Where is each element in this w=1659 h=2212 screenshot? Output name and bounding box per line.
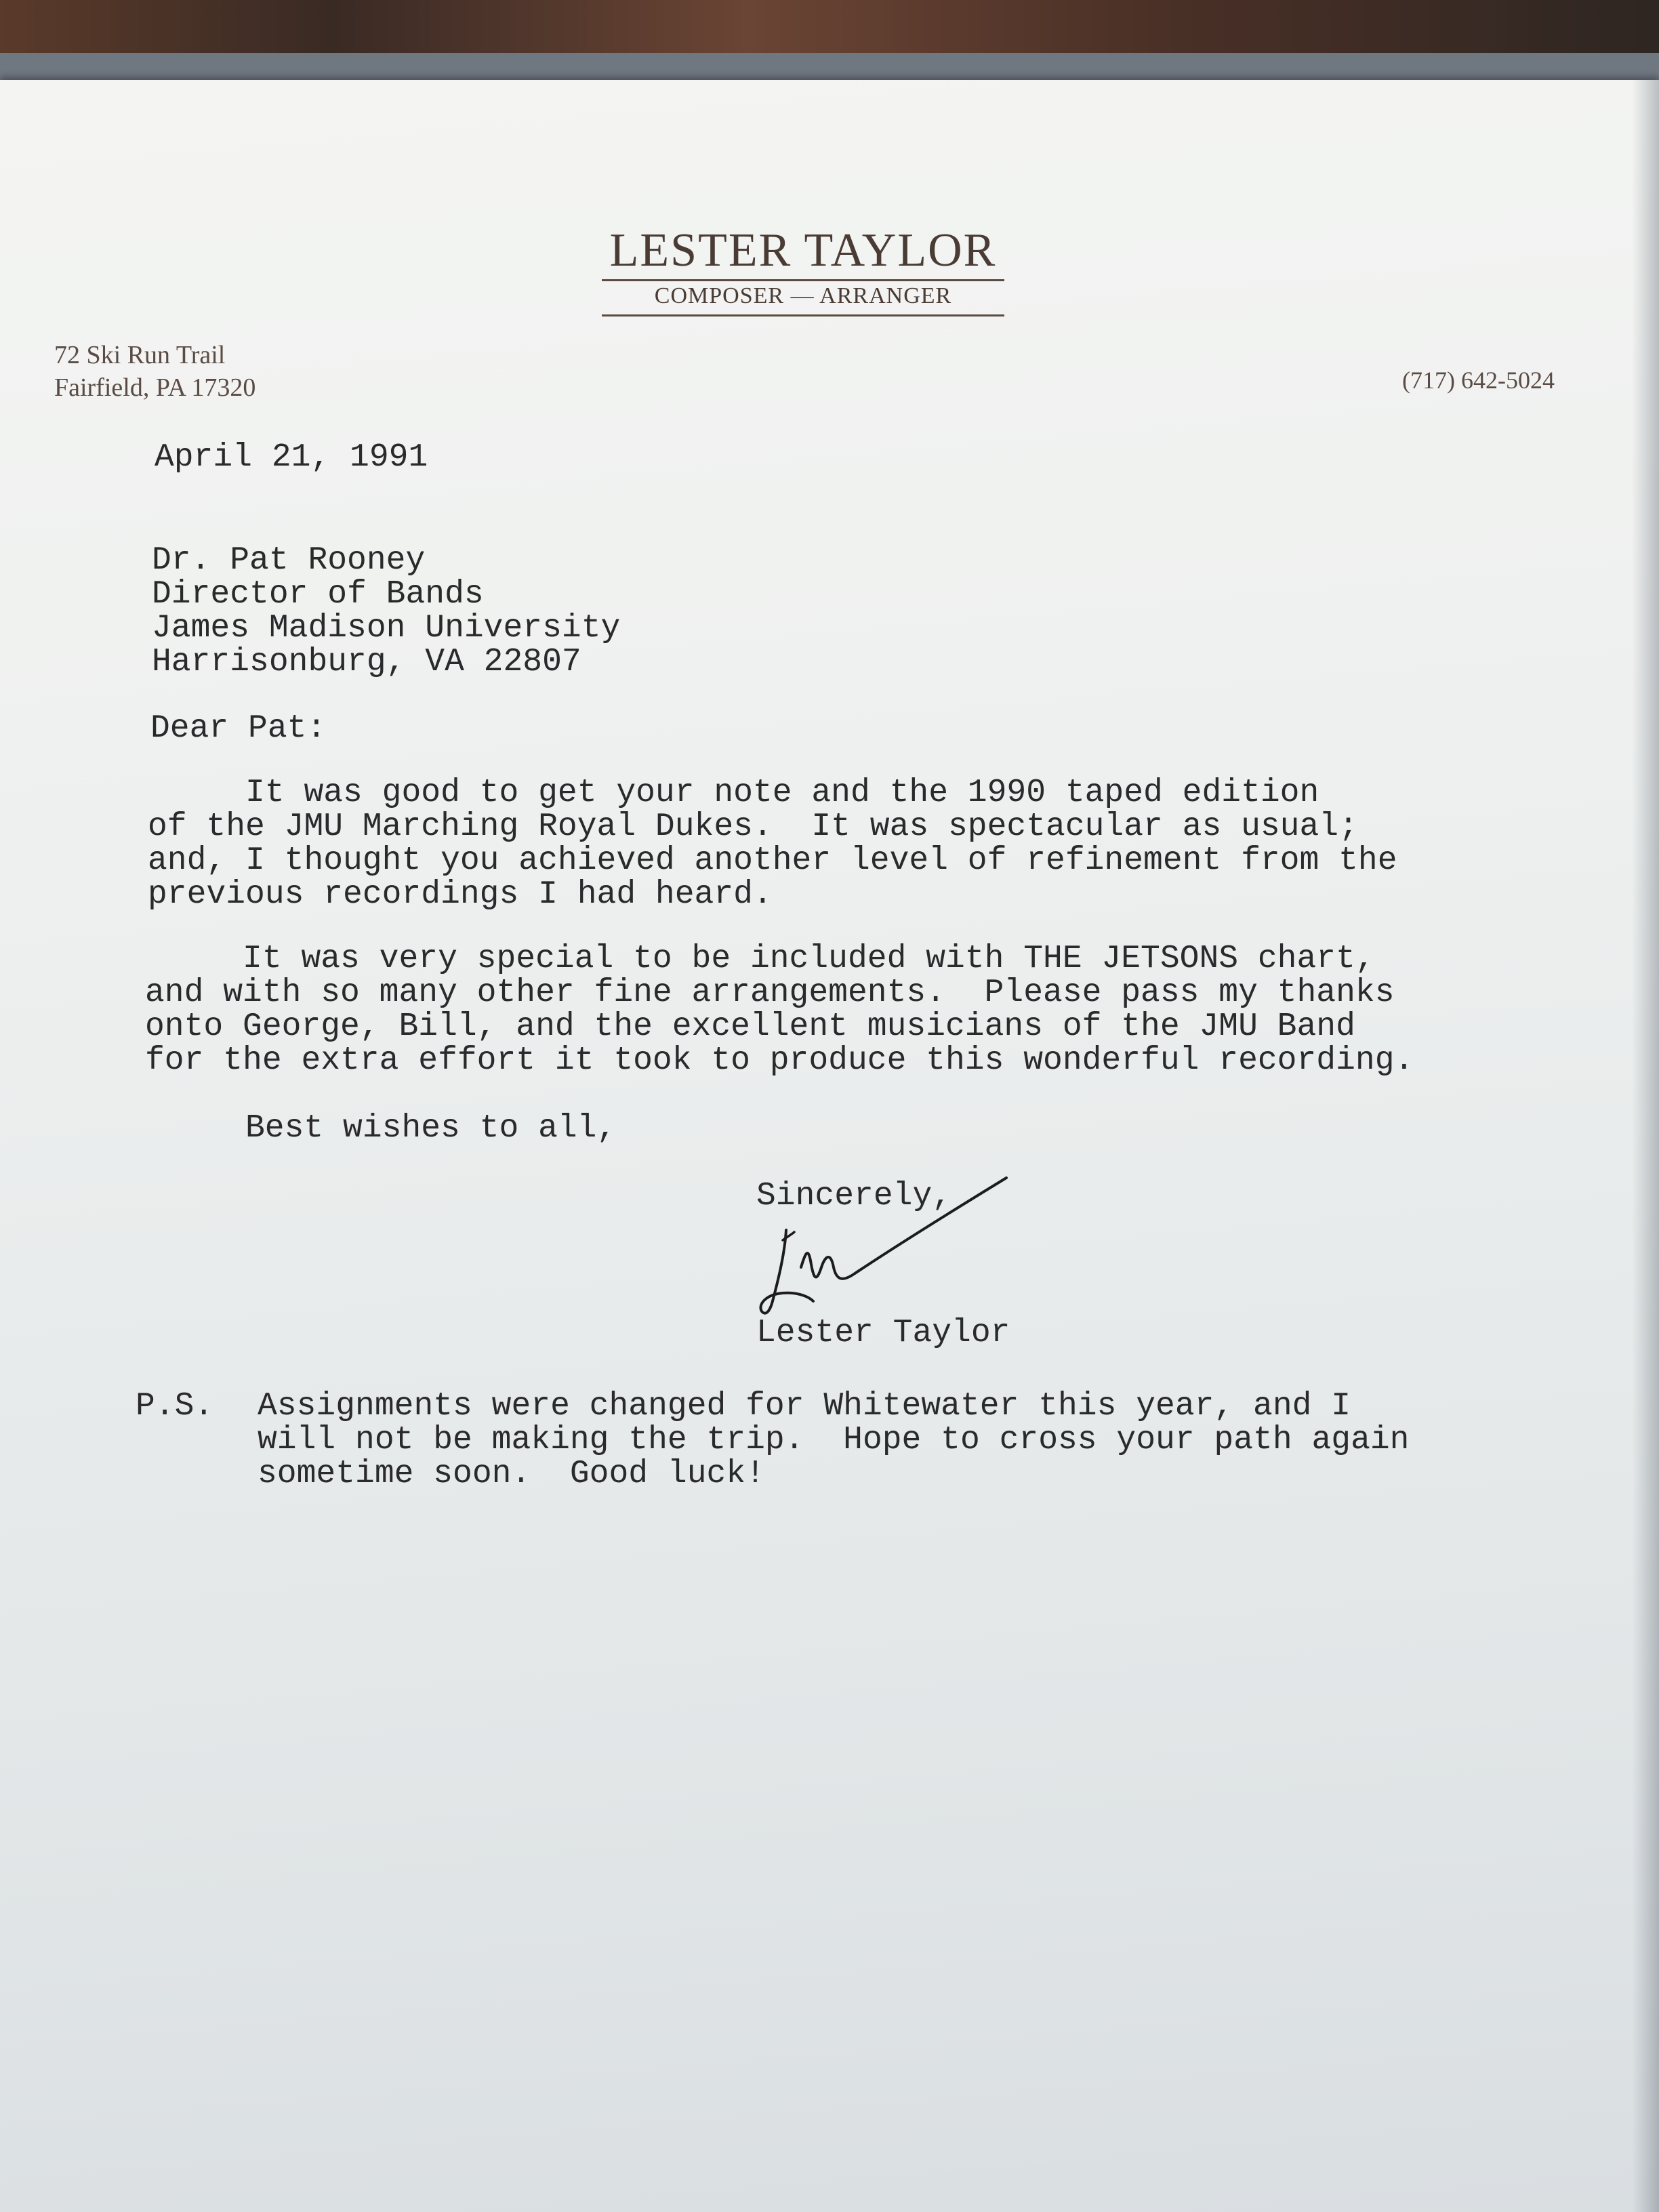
letterhead-subtitle: COMPOSER — ARRANGER — [654, 283, 952, 308]
ps-label: P.S. — [136, 1388, 214, 1425]
recipient-line: Director of Bands — [152, 576, 484, 613]
letterhead-name: LESTER TAYLOR — [609, 224, 997, 276]
ps-text — [258, 1389, 1409, 1491]
recipient-line: James Madison University — [152, 610, 621, 647]
ps-line: Assignments were changed for Whitewater this year, and I — [258, 1388, 1351, 1425]
paragraph-line: and, I thought you achieved another level of refinement from the — [148, 842, 1397, 879]
paragraph-line: of the JMU Marching Royal Dukes. It was spectacular as usual; — [148, 808, 1358, 845]
paragraph-2 — [145, 942, 1414, 1078]
recipient-line: Harrisonburg, VA 22807 — [152, 644, 581, 680]
paragraph-line: It was very special to be included with THE JETSONS chart, — [145, 941, 1375, 977]
letter-date: April 21, 1991 — [155, 439, 428, 476]
letterhead-rule-bottom — [602, 314, 1004, 316]
page-edge-shadow — [1632, 80, 1659, 2212]
paragraph-line: It was good to get your note and the 1990 taped edition — [148, 775, 1319, 811]
recipient-line: Dr. Pat Rooney — [152, 542, 426, 579]
ps-line: will not be making the trip. Hope to cross your path again — [258, 1422, 1410, 1458]
letterhead-address — [54, 339, 255, 404]
background-shelf — [0, 0, 1659, 61]
ps-line: sometime soon. Good luck! — [258, 1456, 765, 1492]
address-line: 72 Ski Run Trail — [54, 341, 226, 369]
paragraph-line: and with so many other fine arrangements. Please pass my thanks — [145, 975, 1395, 1011]
letterhead-phone: (717) 642-5024 — [1402, 367, 1555, 394]
letterhead-rule-top — [602, 279, 1004, 281]
salutation: Dear Pat: — [150, 710, 327, 747]
valediction: Sincerely, — [756, 1178, 952, 1214]
handwritten-signature — [745, 1166, 1017, 1328]
paragraph-line: for the extra effort it took to produce this wonderful recording. — [145, 1042, 1414, 1079]
paragraph-line: previous recordings I had heard. — [148, 876, 773, 913]
closing-line: Best wishes to all, — [245, 1110, 617, 1147]
signature-name: Lester Taylor — [756, 1315, 1010, 1351]
paragraph-line: onto George, Bill, and the excellent musicians of the JMU Band — [145, 1008, 1355, 1045]
paragraph-1 — [148, 776, 1397, 912]
recipient-block — [152, 544, 620, 679]
address-line: Fairfield, PA 17320 — [54, 373, 256, 402]
